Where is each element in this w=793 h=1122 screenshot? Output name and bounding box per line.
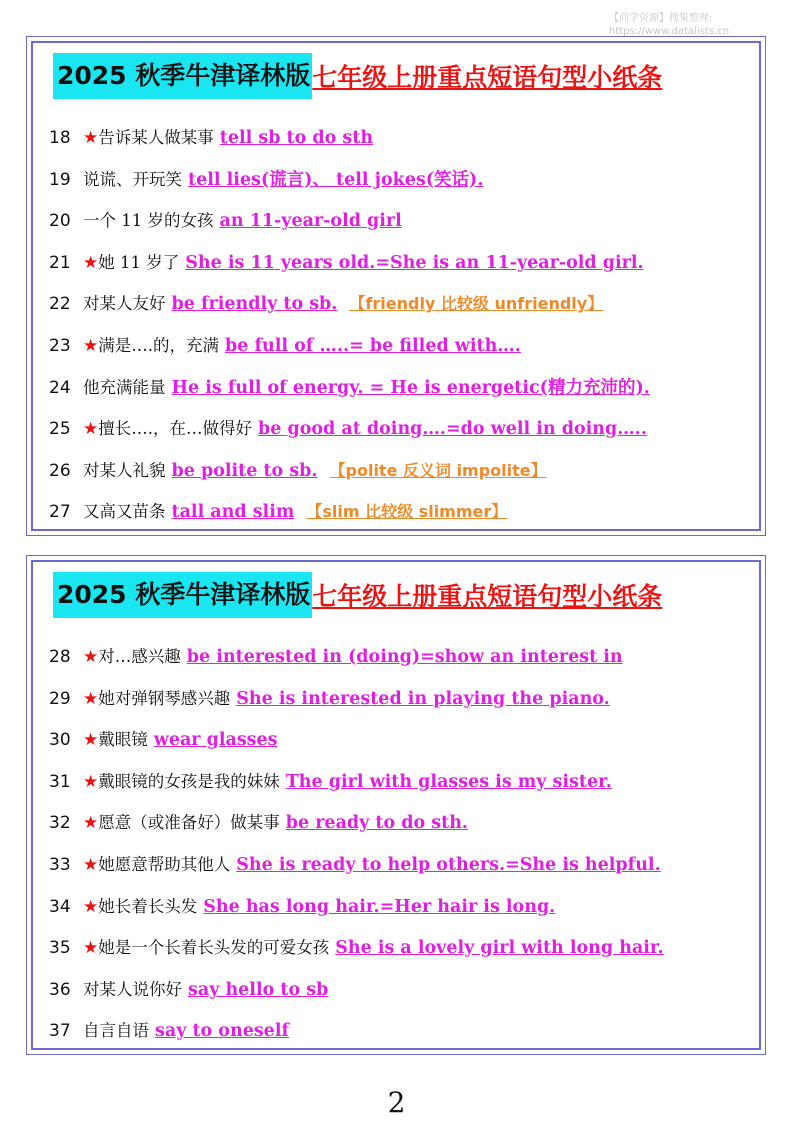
phrase-item xyxy=(49,242,749,284)
grammar-note: 【friendly 比较级 unfriendly】 xyxy=(349,294,604,314)
english-phrase: She is a lovely girl with long hair. xyxy=(335,938,664,959)
chinese-text: 满是….的，充满 xyxy=(98,335,219,355)
star-icon: ★ xyxy=(83,854,99,875)
english-phrase: say hello to sb xyxy=(188,979,329,1000)
chinese-text: 自言自语 xyxy=(83,1021,149,1041)
chinese-text: 他充满能量 xyxy=(83,377,166,397)
phrase-item xyxy=(49,802,749,844)
english-phrase: be full of …..= be filled with…. xyxy=(225,335,521,356)
phrase-item xyxy=(49,927,749,969)
english-phrase: tell sb to do sth xyxy=(219,128,374,148)
title-red: 七年级上册重点短语句型小纸条 xyxy=(312,582,663,611)
phrase-item xyxy=(49,761,749,803)
phrase-item xyxy=(49,491,749,533)
phrase-list xyxy=(49,636,749,1052)
chinese-text: 对某人友好 xyxy=(83,294,166,314)
watermark xyxy=(609,12,779,38)
chinese-text: 戴眼镜 xyxy=(98,730,148,750)
star-icon: ★ xyxy=(83,647,99,667)
chinese-text: 一个 11 岁的女孩 xyxy=(83,211,214,231)
phrase-item xyxy=(49,200,749,242)
grammar-note: 【polite 反义词 impolite】 xyxy=(329,460,547,480)
chinese-text: 戴眼镜的女孩是我的妹妹 xyxy=(98,771,280,791)
watermark-line-1: 【尚学资源】搜集整理: xyxy=(609,13,713,24)
star-icon: ★ xyxy=(83,128,99,148)
phrase-item xyxy=(49,367,749,409)
item-number: 24 xyxy=(49,377,71,398)
phrase-item xyxy=(49,1010,749,1052)
star-icon: ★ xyxy=(83,938,99,959)
chinese-text: 说谎、开玩笑 xyxy=(83,169,182,189)
phrase-item xyxy=(49,844,749,886)
phrase-item xyxy=(49,719,749,761)
english-phrase: She is ready to help others.=She is helpful. xyxy=(236,854,661,875)
item-number: 28 xyxy=(49,647,71,667)
chinese-text: 她长着长头发 xyxy=(98,896,198,916)
star-icon: ★ xyxy=(83,419,99,440)
chinese-text: 她 11 岁了 xyxy=(98,252,180,272)
english-phrase: wear glasses xyxy=(153,730,278,751)
english-phrase: be polite to sb. xyxy=(171,460,318,481)
chinese-text: 她愿意帮助其他人 xyxy=(98,854,231,874)
item-number: 18 xyxy=(49,128,71,148)
chinese-text: 愿意（或准备好）做某事 xyxy=(98,813,280,833)
grammar-note: 【slim 比较级 slimmer】 xyxy=(306,502,508,522)
phrase-item xyxy=(49,886,749,928)
item-number: 36 xyxy=(49,979,71,1000)
item-number: 35 xyxy=(49,938,71,959)
chinese-text: 对某人说你好 xyxy=(83,979,182,999)
english-phrase: He is full of energy. = He is energetic(精力充沛的). xyxy=(171,377,650,398)
phrase-item xyxy=(49,325,749,367)
item-number: 27 xyxy=(49,502,71,523)
star-icon: ★ xyxy=(83,688,99,709)
chinese-text: 又高又苗条 xyxy=(83,502,166,522)
english-phrase: say to oneself xyxy=(155,1021,289,1042)
chinese-text: 擅长….，在…做得好 xyxy=(98,419,252,439)
english-phrase: tall and slim xyxy=(171,502,295,523)
item-number: 21 xyxy=(49,252,71,273)
item-number: 23 xyxy=(49,335,71,356)
phrase-item xyxy=(49,969,749,1011)
star-icon: ★ xyxy=(83,896,99,917)
chinese-text: 她对弹钢琴感兴趣 xyxy=(98,688,231,708)
english-phrase: tell lies(谎言)、 tell jokes(笑话). xyxy=(188,169,484,190)
english-phrase: She has long hair.=Her hair is long. xyxy=(203,896,556,917)
item-number: 32 xyxy=(49,813,71,834)
item-number: 25 xyxy=(49,419,71,440)
chinese-text: 对…感兴趣 xyxy=(98,647,181,666)
star-icon: ★ xyxy=(83,335,99,356)
english-phrase: be good at doing….=do well in doing….. xyxy=(258,419,647,440)
item-number: 29 xyxy=(49,688,71,709)
chinese-text: 对某人礼貌 xyxy=(83,460,166,480)
phrase-item xyxy=(49,283,749,325)
card-title xyxy=(53,53,662,99)
item-number: 34 xyxy=(49,896,71,917)
card-title xyxy=(53,572,662,618)
star-icon: ★ xyxy=(83,771,99,792)
english-phrase: be interested in (doing)=show an interest in xyxy=(186,647,623,667)
star-icon: ★ xyxy=(83,813,99,834)
note-card-2 xyxy=(26,555,766,1055)
phrase-item xyxy=(49,678,749,720)
chinese-text: 她是一个长着长头发的可爱女孩 xyxy=(98,938,330,958)
item-number: 26 xyxy=(49,460,71,481)
phrase-item xyxy=(49,408,749,450)
item-number: 37 xyxy=(49,1021,71,1042)
phrase-item xyxy=(49,450,749,492)
title-highlight: 2025 秋季牛津译林版 xyxy=(53,572,312,618)
english-phrase: She is 11 years old.=She is an 11-year-old girl. xyxy=(185,252,644,273)
star-icon: ★ xyxy=(83,730,99,751)
english-phrase: The girl with glasses is my sister. xyxy=(285,771,612,792)
phrase-item xyxy=(49,636,749,678)
chinese-text: 告诉某人做某事 xyxy=(98,128,214,147)
page-number: 2 xyxy=(387,1086,406,1119)
card-inner-border xyxy=(31,560,761,1050)
item-number: 30 xyxy=(49,730,71,751)
item-number: 31 xyxy=(49,771,71,792)
item-number: 33 xyxy=(49,854,71,875)
star-icon: ★ xyxy=(83,252,99,273)
title-highlight: 2025 秋季牛津译林版 xyxy=(53,53,312,99)
phrase-item xyxy=(49,159,749,201)
english-phrase: an 11-year-old girl xyxy=(219,211,402,232)
english-phrase: She is interested in playing the piano. xyxy=(236,688,610,709)
watermark-line-2: https://www.datalists.cn xyxy=(609,26,730,37)
title-red: 七年级上册重点短语句型小纸条 xyxy=(312,63,663,92)
english-phrase: be friendly to sb. xyxy=(171,294,338,315)
phrase-list xyxy=(49,117,749,533)
item-number: 22 xyxy=(49,294,71,315)
item-number: 19 xyxy=(49,169,71,190)
item-number: 20 xyxy=(49,211,71,232)
phrase-item xyxy=(49,117,749,159)
note-card-1 xyxy=(26,36,766,536)
english-phrase: be ready to do sth. xyxy=(285,813,469,834)
card-inner-border xyxy=(31,41,761,531)
